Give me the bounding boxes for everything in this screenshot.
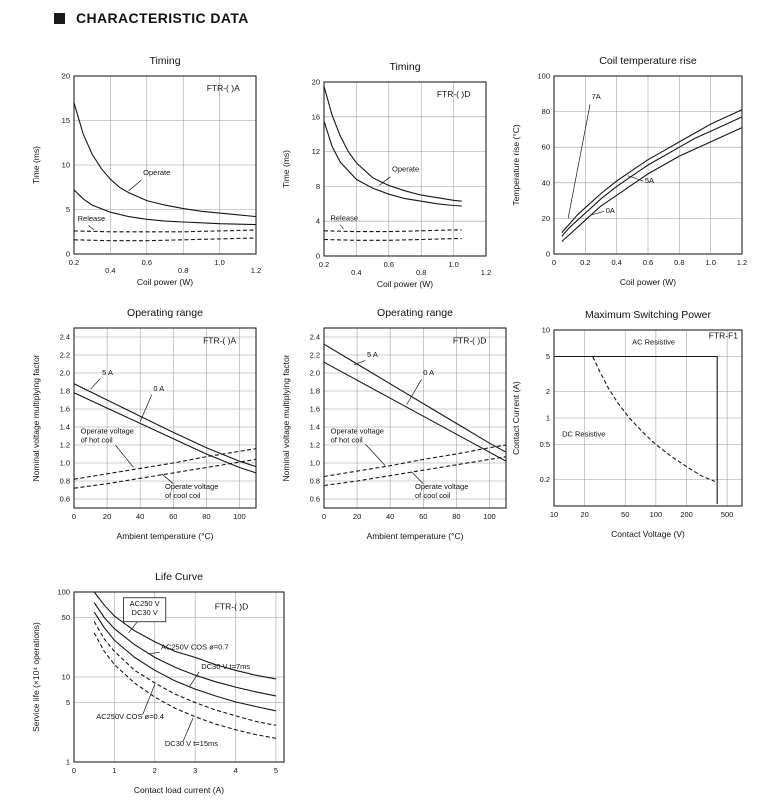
y-tick-label: 1.6 (59, 404, 70, 414)
x-tick-label: 0.6 (383, 260, 395, 269)
y-tick-label: 1.2 (59, 440, 70, 450)
life-curve-svg (28, 562, 296, 806)
timing-ftr-d-svg (278, 52, 498, 300)
chart-operating-range-ftr-a (28, 298, 268, 552)
annotation-leader-line (340, 225, 343, 229)
x-tick-label: 60 (419, 512, 428, 521)
y-tick-label: 0.5 (539, 439, 550, 449)
x-tick-label: 4 (233, 766, 238, 775)
annotation-leader-line (365, 444, 385, 466)
timing-ftr-a-svg (28, 46, 268, 298)
x-tick-label: 20 (102, 512, 112, 521)
x-tick-label: 1.0 (214, 258, 225, 267)
x-tick-label: 20 (580, 510, 589, 519)
y-tick-label: 5 (65, 205, 70, 214)
x-tick-label: 20 (352, 512, 362, 521)
y-tick-label: 1 (545, 413, 550, 423)
annotation-text: 0 A (153, 384, 165, 393)
annotation-text: 0A (605, 206, 615, 216)
section-header (54, 10, 249, 26)
y-tick-label: 0 (545, 249, 550, 259)
y-tick-label: 16 (311, 112, 320, 122)
section-title: CHARACTERISTIC DATA (76, 10, 249, 26)
chart-operating-range-ftr-d (278, 298, 518, 552)
y-tick-label: 10 (61, 160, 70, 170)
series-release-min- (74, 238, 256, 241)
annotation-leader-line (140, 395, 152, 422)
y-tick-label: 1.6 (309, 404, 320, 414)
annotation-text: 7A (591, 92, 601, 102)
annotation-text: FTR-( )D (452, 335, 487, 346)
y-tick-label: 5 (65, 698, 70, 708)
y-tick-label: 40 (541, 178, 550, 188)
y-axis-label: Nominal voltage multiplying factor (281, 354, 291, 482)
operating-range-ftr-d-svg (278, 298, 518, 552)
series-release-max- (324, 230, 462, 232)
x-tick-label: 0.4 (105, 266, 116, 275)
x-axis-label: Coil power (W) (376, 279, 434, 289)
x-tick-label: 1.0 (705, 258, 716, 267)
y-tick-label: 2 (545, 387, 550, 397)
annotation-text: FTR-( )D (436, 88, 471, 99)
series-dc-resistive (554, 357, 715, 482)
y-axis-label: Time (ms) (31, 146, 41, 184)
annotation-text: 5 A (367, 349, 378, 359)
x-tick-label: 1.2 (250, 266, 262, 275)
x-axis-label: Coil power (W) (619, 277, 677, 287)
operating-range-ftr-a-svg (28, 298, 268, 552)
x-tick-label: 0.8 (177, 266, 189, 275)
x-tick-label: 0.4 (611, 258, 622, 267)
x-tick-label: 0.2 (68, 258, 80, 267)
series-0-a (324, 362, 506, 461)
y-tick-label: 2.2 (59, 350, 70, 360)
x-tick-label: 200 (680, 510, 693, 519)
x-tick-label: 100 (649, 510, 663, 519)
y-tick-label: 2.4 (59, 332, 70, 342)
x-tick-label: 0.2 (318, 260, 330, 269)
y-tick-label: 0 (315, 251, 320, 261)
y-tick-label: 5 (545, 351, 550, 361)
annotation-leader-line (91, 378, 101, 389)
y-tick-label: 2.0 (309, 368, 320, 378)
y-tick-label: 1.4 (309, 422, 320, 432)
x-tick-label: 0 (71, 766, 77, 775)
y-axis-label: Temperature rise (°C) (511, 124, 521, 206)
y-tick-label: 1 (65, 757, 70, 767)
y-tick-label: 0 (65, 249, 70, 259)
chart-title: Life Curve (155, 571, 203, 583)
series-5-a (74, 384, 256, 467)
x-tick-label: 1 (112, 766, 117, 775)
x-tick-label: 0.6 (642, 258, 654, 267)
maximum-switching-power-svg (508, 300, 754, 550)
x-tick-label: 80 (452, 512, 461, 521)
y-tick-label: 1.0 (59, 458, 70, 468)
coil-temperature-rise-svg (508, 46, 754, 298)
y-tick-label: 0.8 (309, 476, 320, 486)
x-tick-label: 2 (152, 766, 157, 775)
x-tick-label: 0.8 (415, 268, 427, 277)
y-axis-label: Time (ms) (281, 150, 291, 188)
chart-maximum-switching-power (508, 300, 754, 550)
annotation-text: 5A (644, 175, 655, 185)
annotation-text: Release (77, 214, 106, 224)
annotation-text: Operate (392, 164, 420, 174)
x-tick-label: 10 (549, 510, 559, 519)
annotation-text: Release (330, 213, 359, 223)
y-tick-label: 10 (61, 672, 70, 682)
x-axis-label: Contact Voltage (V) (611, 529, 685, 539)
y-tick-label: 80 (541, 107, 550, 117)
x-tick-label: 5 (273, 766, 279, 775)
y-tick-label: 12 (311, 147, 320, 157)
chart-timing-ftr-a (28, 46, 268, 298)
x-tick-label: 40 (136, 512, 145, 521)
annotation-text: FTR-( )A (206, 83, 240, 94)
series-operate-min- (324, 121, 462, 206)
annotation-text: Operate voltage of hot coil (330, 426, 384, 445)
x-tick-label: 50 (621, 510, 630, 519)
y-tick-label: 2.4 (309, 332, 320, 342)
y-tick-label: 1.4 (59, 422, 70, 432)
annotation-text: FTR-( )D (214, 601, 249, 612)
annotation-text: FTR-F1 (708, 330, 739, 341)
x-axis-label: Coil power (W) (136, 277, 194, 287)
x-tick-label: 1.2 (736, 258, 748, 267)
section-bullet-icon (54, 13, 65, 24)
x-tick-label: 1.0 (448, 260, 459, 269)
annotation-text: Operate voltage of cool coil (165, 482, 219, 501)
annotation-leader-line (189, 672, 199, 687)
annotation-text: AC Resistive (632, 337, 676, 347)
annotation-leader-line (149, 652, 160, 653)
series-operate-max- (324, 86, 462, 201)
y-tick-label: 4 (315, 216, 320, 226)
y-tick-label: 0.6 (309, 494, 320, 504)
y-tick-label: 0.6 (59, 494, 70, 504)
y-axis-label: Nominal voltage multiplying factor (31, 354, 41, 482)
chart-life-curve (28, 562, 296, 806)
y-tick-label: 1.8 (59, 386, 70, 396)
y-tick-label: 20 (61, 71, 70, 81)
x-tick-label: 40 (386, 512, 395, 521)
y-tick-label: 15 (61, 116, 70, 125)
x-tick-label: 100 (233, 512, 246, 521)
chart-coil-temperature-rise (508, 46, 754, 298)
y-tick-label: 60 (541, 142, 550, 152)
chart-title: Maximum Switching Power (584, 309, 712, 321)
annotation-text: 5 A (102, 367, 113, 377)
series-release-min- (324, 239, 462, 241)
y-tick-label: 1.8 (309, 386, 320, 396)
annotation-text: Operate (143, 167, 171, 177)
annotation-leader-line (129, 180, 142, 191)
chart-title: Coil temperature rise (599, 55, 697, 67)
annotation-text: DC30 V t=7ms (201, 661, 251, 671)
chart-title: Operating range (377, 307, 453, 319)
annotation-text: AC250 V DC30 V (129, 599, 160, 618)
x-tick-label: 100 (483, 512, 496, 521)
x-tick-label: 0.2 (580, 258, 591, 267)
x-tick-label: 0 (551, 258, 557, 267)
annotation-text: 0 A (423, 367, 435, 377)
x-axis-label: Ambient temperature (°C) (116, 531, 214, 541)
x-tick-label: 80 (202, 512, 211, 521)
x-tick-label: 0.8 (674, 258, 685, 267)
y-tick-label: 10 (541, 325, 550, 335)
y-axis-label: Service life (×10⁴ operations) (31, 622, 41, 732)
x-tick-label: 3 (193, 766, 198, 775)
annotation-text: FTR-( )A (203, 335, 237, 346)
x-tick-label: 500 (720, 510, 734, 519)
chart-title: Operating range (127, 307, 203, 319)
y-tick-label: 0.2 (539, 475, 550, 485)
x-axis-label: Ambient temperature (°C) (366, 531, 464, 541)
y-tick-label: 50 (61, 613, 70, 623)
x-tick-label: 60 (169, 512, 178, 521)
annotation-text: AC250V COS ø=0.4 (96, 712, 164, 722)
chart-title: Timing (389, 61, 421, 73)
x-tick-label: 1.2 (480, 268, 492, 277)
annotation-text: AC250V COS ø=0.7 (160, 642, 229, 652)
annotation-text: Operate voltage of hot coil (80, 426, 134, 445)
y-tick-label: 1.0 (309, 458, 320, 468)
x-tick-label: 0.6 (141, 258, 153, 267)
y-tick-label: 2.0 (59, 368, 70, 378)
x-tick-label: 0 (71, 512, 77, 521)
x-tick-label: 0 (321, 512, 327, 521)
annotation-text: DC30 V t=15ms (164, 738, 219, 748)
annotation-leader-line (89, 226, 94, 230)
y-tick-label: 20 (311, 77, 320, 87)
annotation-leader-line (143, 684, 155, 714)
y-tick-label: 20 (541, 213, 550, 223)
annotation-leader-line (115, 445, 133, 468)
series-release-max- (74, 230, 256, 232)
y-tick-label: 1.2 (309, 440, 320, 450)
chart-timing-ftr-d (278, 52, 498, 300)
annotation-text: DC Resistive (562, 429, 606, 439)
y-tick-label: 100 (537, 71, 550, 81)
y-tick-label: 0.8 (59, 476, 70, 486)
annotation-leader-line (568, 104, 590, 218)
y-axis-label: Contact Current (A) (511, 381, 521, 455)
y-tick-label: 2.2 (309, 350, 320, 360)
annotation-text: Operate voltage of cool coil (415, 482, 469, 501)
x-tick-label: 0.4 (351, 268, 362, 277)
y-tick-label: 8 (315, 181, 320, 191)
chart-title: Timing (149, 55, 181, 67)
x-axis-label: Contact load current (A) (133, 785, 225, 795)
series-operate-max- (74, 103, 256, 217)
y-tick-label: 100 (57, 587, 70, 597)
